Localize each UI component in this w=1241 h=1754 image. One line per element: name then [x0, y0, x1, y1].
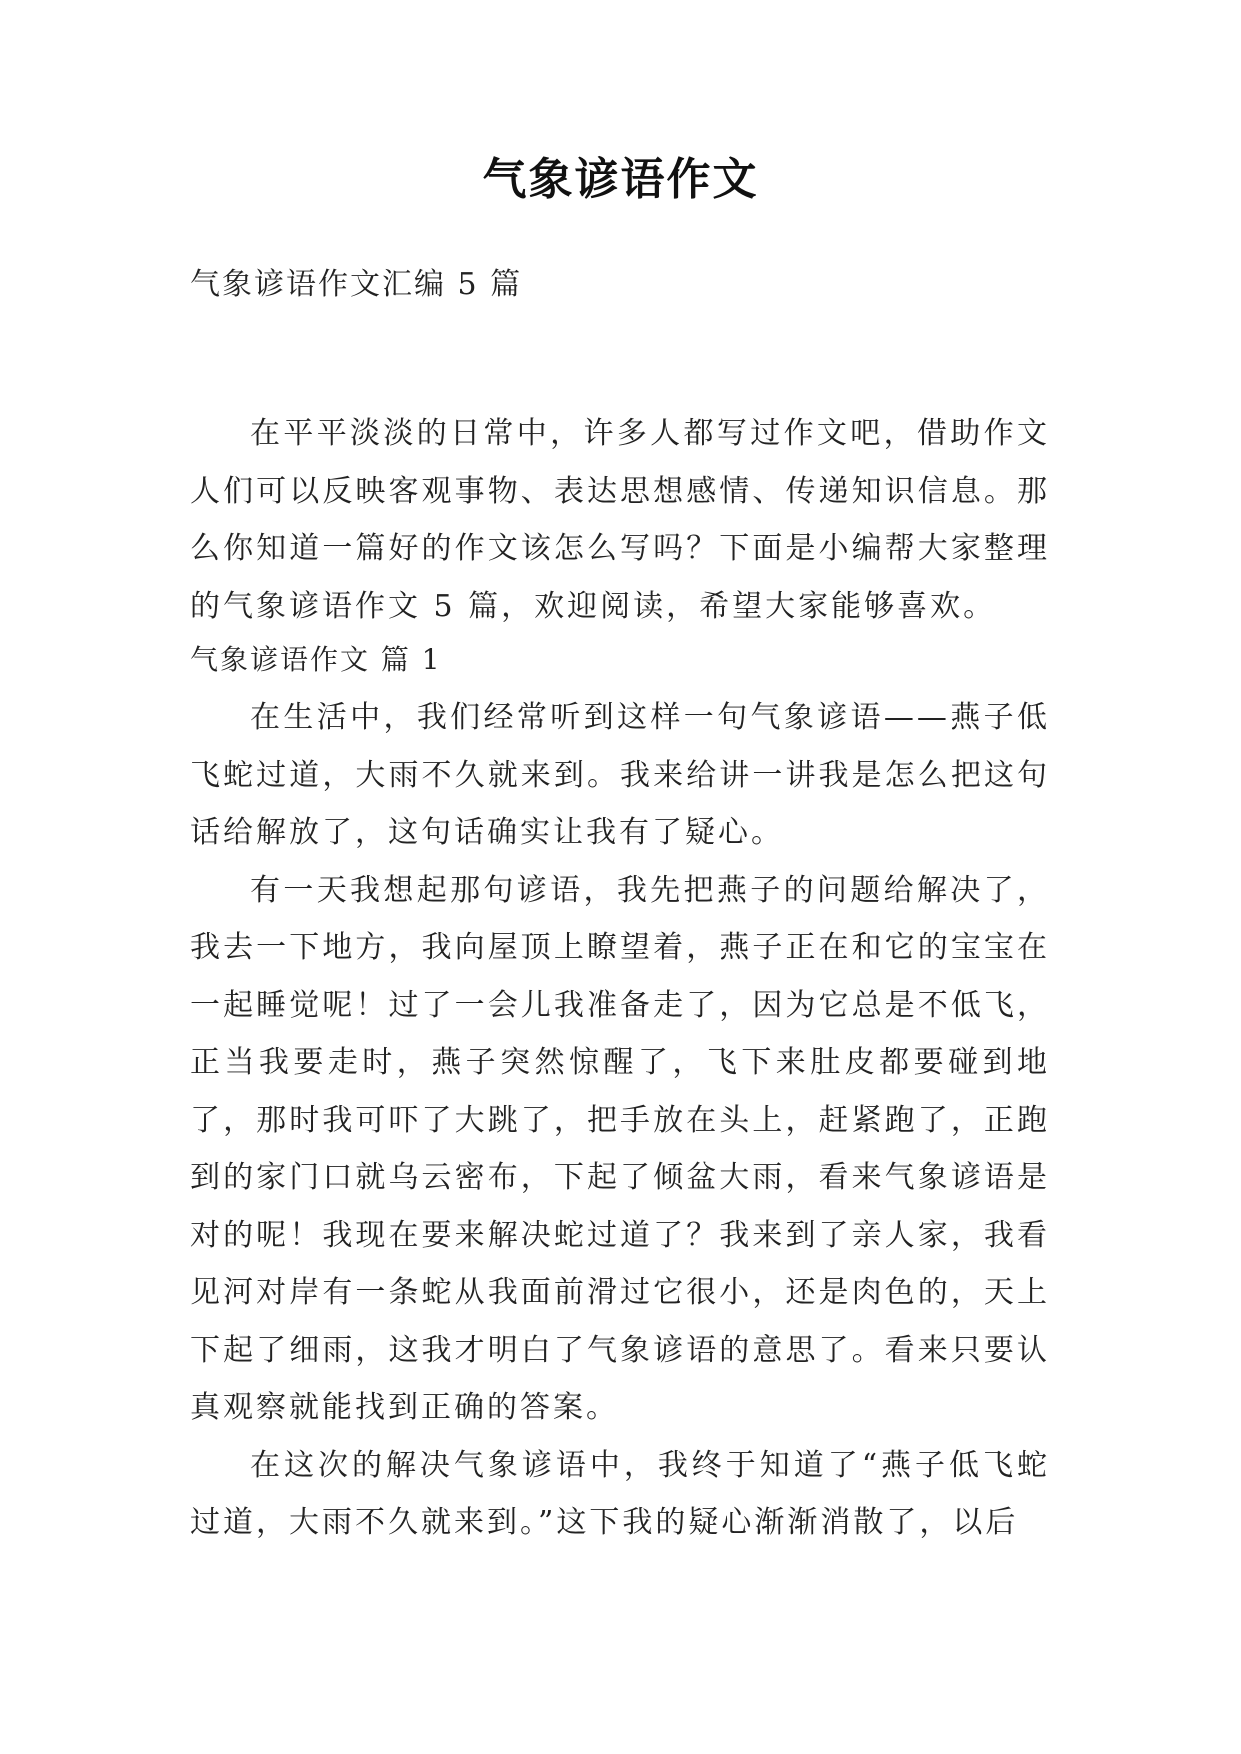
section-heading: 气象谚语作文 篇 1 [190, 643, 442, 676]
document-subtitle: 气象谚语作文汇编 5 篇 [190, 267, 523, 302]
body-paragraph-1: 在生活中，我们经常听到这样一句气象谚语——燕子低飞蛇过道，大雨不久就来到。我来给讲一讲我是怎么把这句话给解放了，这句话确实让我有了疑心。 [190, 700, 1050, 850]
intro-paragraph: 在平平淡淡的日常中，许多人都写过作文吧，借助作文人们可以反映客观事物、表达思想感情、传递知识信息。那么你知道一篇好的作文该怎么写吗？下面是小编帮大家整理的气象谚语作文 5 篇，欢迎阅读，希望大家能够喜欢。 [190, 416, 1050, 624]
document-title: 气象谚语作文 [482, 154, 759, 205]
document-body [190, 405, 1050, 1552]
body-paragraph-2: 有一天我想起那句谚语，我先把燕子的问题给解决了，我去一下地方，我向屋顶上瞭望着，燕子正在和它的宝宝在一起睡觉呢！过了一会儿我准备走了，因为它总是不低飞，正当我要走时，燕子突然惊醒了，飞下来肚皮都要碰到地了，那时我可吓了大跳了，把手放在头上，赶紧跑了，正跑到的家门口就乌云密布，下起了倾盆大雨，看来气象谚语是对的呢！我现在要来解决蛇过道了？我来到了亲人家，我看见河对岸有一条蛇从我面前滑过它很小，还是肉色的，天上下起了细雨，这我才明白了气象谚语的意思了。看来只要认真观察就能找到正确的答案。 [190, 872, 1050, 1425]
body-paragraph-3: 在这次的解决气象谚语中，我终于知道了“燕子低飞蛇过道，大雨不久就来到。”这下我的疑心渐渐消散了，以后 [190, 1447, 1050, 1540]
